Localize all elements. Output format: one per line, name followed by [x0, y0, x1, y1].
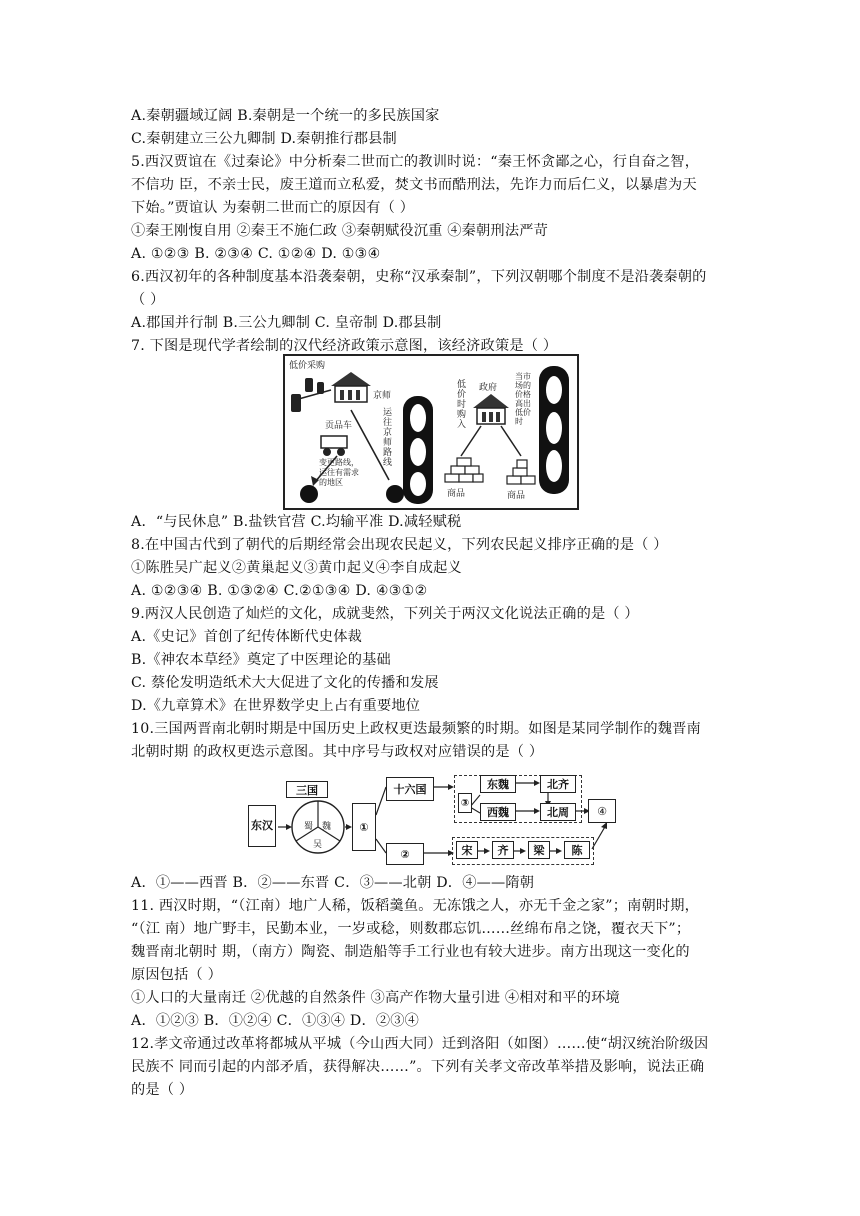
left-pillar-icon [403, 396, 433, 504]
text-line: 的是（ ） [131, 1082, 194, 1098]
government-label: 政府 [479, 383, 498, 393]
goods-pile-left-icon [445, 458, 483, 482]
text-line: A. ①②③④ B. ①③②④ C.②①③④ D. ④③①② [131, 583, 428, 599]
dongwei-box: 东魏 [480, 775, 516, 793]
tribute-cart-label: 贡品车 [325, 421, 353, 431]
text-line: 北朝时期 的政权更迭示意图。其中序号与政权对应错误的是（ ） [131, 744, 544, 760]
wei-label: 魏 [322, 822, 332, 832]
wu-label: 吴 [313, 840, 323, 850]
three-kingdoms-box: 三国 [286, 781, 328, 798]
text-line: 12.孝文帝通过改革将都城从平城（今山西大同）迁到洛阳（如图）……使“胡汉统治阶级因 [131, 1036, 709, 1052]
right-pillar-icon [539, 366, 569, 494]
shu-label: 蜀 [304, 822, 314, 832]
text-line: ①人口的大量南迁 ②优越的自然条件 ③高产作物大量引进 ④相对和平的环境 [131, 990, 620, 1006]
text-line: 10.三国两晋南北朝时期是中国历史上政权更迭最频繁的时期。如图是某同学制作的魏晋南 [131, 721, 701, 737]
text-line: 下始。”贾谊认 为秦朝二世而亡的原因有（ ） [131, 200, 415, 216]
goods-pile-right-icon [507, 460, 535, 484]
liang-box: 梁 [528, 841, 550, 859]
text-line: C. 蔡伦发明造纸术大大促进了文化的传播和发展 [131, 675, 439, 691]
text-line: 11. 西汉时期，“（江南）地广人稀，饭稻羹鱼。无冻饿之人，亦无千金之家”；南朝时期， [131, 898, 700, 914]
route-label: 运往京师路线 [383, 408, 393, 468]
regime-4-box: ④ [588, 799, 616, 823]
government-building-icon [473, 394, 509, 424]
chen-box: 陈 [564, 841, 590, 859]
text-line: 民族不 同而引起的内部矛盾，获得解决……”。下列有关孝文帝改革举措及影响，说法正确 [131, 1059, 705, 1075]
text-line: A.秦朝疆域辽阔 B.秦朝是一个统一的多民族国家 [131, 108, 440, 124]
text-line: 魏晋南北朝时 期，（南方）陶瓷、制造船等手工行业也有较大进步。南方出现这一变化的 [131, 944, 690, 960]
beizhou-box: 北周 [540, 803, 576, 821]
left-region-icon [300, 485, 318, 503]
sixteen-kingdoms-box: 十六国 [386, 777, 434, 801]
song-box: 宋 [456, 841, 478, 859]
text-line: 原因包括（ ） [131, 967, 223, 983]
goods-right-label: 商品 [507, 491, 526, 501]
text-line: 5.西汉贾谊在《过秦论》中分析秦二世而亡的教训时说：“秦王怀贪鄙之心，行自奋之智， [131, 154, 700, 170]
text-line: B.《神农本草经》奠定了中医理论的基础 [131, 652, 391, 668]
buy-low-label: 低价时购入 [457, 380, 467, 430]
capital-building-icon [331, 372, 371, 402]
text-line: 8.在中国古代到了朝代的后期经常会出现农民起义，下列农民起义排序正确的是（ ） [131, 537, 668, 553]
text-line: 7. 下图是现代学者绘制的汉代经济政策示意图，该经济政策是（ ） [131, 338, 558, 354]
text-line: ①秦王刚愎自用 ②秦王不施仁政 ③秦朝赋役沉重 ④秦朝刑法严苛 [131, 223, 548, 239]
text-line: A.郡国并行制 B.三公九卿制 C. 皇帝制 D.郡县制 [131, 315, 442, 331]
changed-route-label: 变更路线， 运往有需求 的地区 [319, 458, 359, 487]
regime-3-box: ③ [458, 793, 472, 813]
regime-succession-diagram [248, 775, 618, 871]
regime-1-box: ① [352, 803, 376, 851]
text-line: 6.西汉初年的各种制度基本沿袭秦朝，史称“汉承秦制”，下列汉朝哪个制度不是沿袭秦朝的 [131, 269, 707, 285]
donghan-box: 东汉 [248, 805, 276, 847]
capital-label: 京师 [373, 391, 392, 401]
text-line: D.《九章算术》在世界数学史上占有重要地位 [131, 698, 421, 714]
xiwei-box: 西魏 [480, 803, 516, 821]
text-line: C.秦朝建立三公九卿制 D.秦朝推行郡县制 [131, 131, 397, 147]
merchant-icons [291, 378, 331, 412]
text-line: A．①②③ B．①②④ C．①③④ D．②③④ [131, 1013, 420, 1029]
text-line: （ ） [131, 292, 165, 308]
qi-box: 齐 [492, 841, 514, 859]
text-line: “（江 南）地广野丰，民勤本业，一岁或稔，则数郡忘饥……丝绵布帛之饶，覆衣天下”； [131, 921, 691, 937]
regime-2-box: ② [386, 843, 424, 865]
sell-high-label: 当市场的价格高出低价时 [515, 372, 531, 426]
right-region-icon [386, 485, 404, 503]
economic-policy-diagram [283, 354, 579, 510]
text-line: 9.两汉人民创造了灿烂的文化，成就斐然，下列关于两汉文化说法正确的是（ ） [131, 606, 639, 622]
text-line: A．①——西晋 B．②——东晋 C．③——北朝 D．④——隋朝 [131, 875, 535, 891]
text-line: A．“与民休息” B.盐铁官营 C.均输平准 D.减轻赋税 [131, 514, 462, 530]
tribute-cart-icon [321, 436, 347, 456]
text-line: ①陈胜吴广起义②黄巢起义③黄巾起义④李自成起义 [131, 560, 462, 576]
text-line: A. ①②③ B. ②③④ C. ①②④ D. ①③④ [131, 246, 381, 262]
fig7-title: 低价采购 [289, 361, 326, 371]
goods-left-label: 商品 [447, 489, 466, 499]
text-line: A.《史记》首创了纪传体断代史体裁 [131, 629, 362, 645]
text-line: 不信功 臣，不亲士民，废王道而立私爱，焚文书而酷刑法，先诈力而后仁义，以暴虐为天 [131, 177, 697, 193]
beiqi-box: 北齐 [540, 775, 576, 793]
